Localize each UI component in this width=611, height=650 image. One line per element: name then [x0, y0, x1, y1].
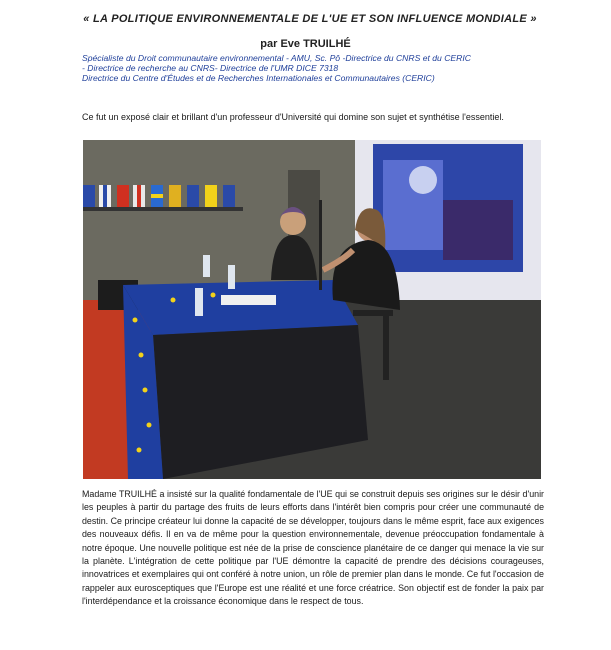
intro-paragraph: Ce fut un exposé clair et brillant d'un professeur d'Université qui domine son sujet et synthétise l'essentiel. — [82, 112, 504, 122]
article-byline: par Eve TRUILHÉ — [260, 38, 351, 50]
article-title: « LA POLITIQUE ENVIRONNEMENTALE DE L'UE ET SON INFLUENCE MONDIALE » — [83, 13, 537, 25]
author-affiliation: - Directrice de recherche au CNRS- Directrice de l'UMR DICE 7318 — [82, 63, 339, 73]
conference-photo — [83, 140, 541, 479]
author-affiliation: Spécialiste du Droit communautaire environnemental - AMU, Sc. Pô -Directrice du CNRS et du CERIC — [82, 53, 471, 63]
author-affiliation: Directrice du Centre d'Études et de Recherches Internationales et Communautaires (CERIC) — [82, 73, 435, 83]
body-paragraph: Madame TRUILHÉ a insisté sur la qualité fondamentale de l'UE qui se construit depuis ses origines sur le désir d'unir les peuples à partir du partage des fruits de leurs efforts dans l'intérêt bien compris pour créer une communauté de destin. Ce principe créateur lui donne la capacité de se développer, toujours dans le même esprit, face aux exigences des nouveaux défis. Il en va de même pour la question environnementale, devenue préoccupation fondamentale à notre époque. Une nouvelle politique est née de la prise de conscience planétaire de ce danger qui menace la vie sur la planète. L'intégration de cette politique par l'UE démontre la capacité de prendre des décisions courageuses, innovatrices et exemplaires qui ont conféré à notre union, un rôle de premier plan dans le monde. Ce fut l'occasion de rappeler aux eurosceptiques que l'Europe est une réalité et une force créatrice. Son objectif est de fonder la paix par l'interdépendance et la croissance économique dans le respect de tous. — [82, 489, 544, 607]
